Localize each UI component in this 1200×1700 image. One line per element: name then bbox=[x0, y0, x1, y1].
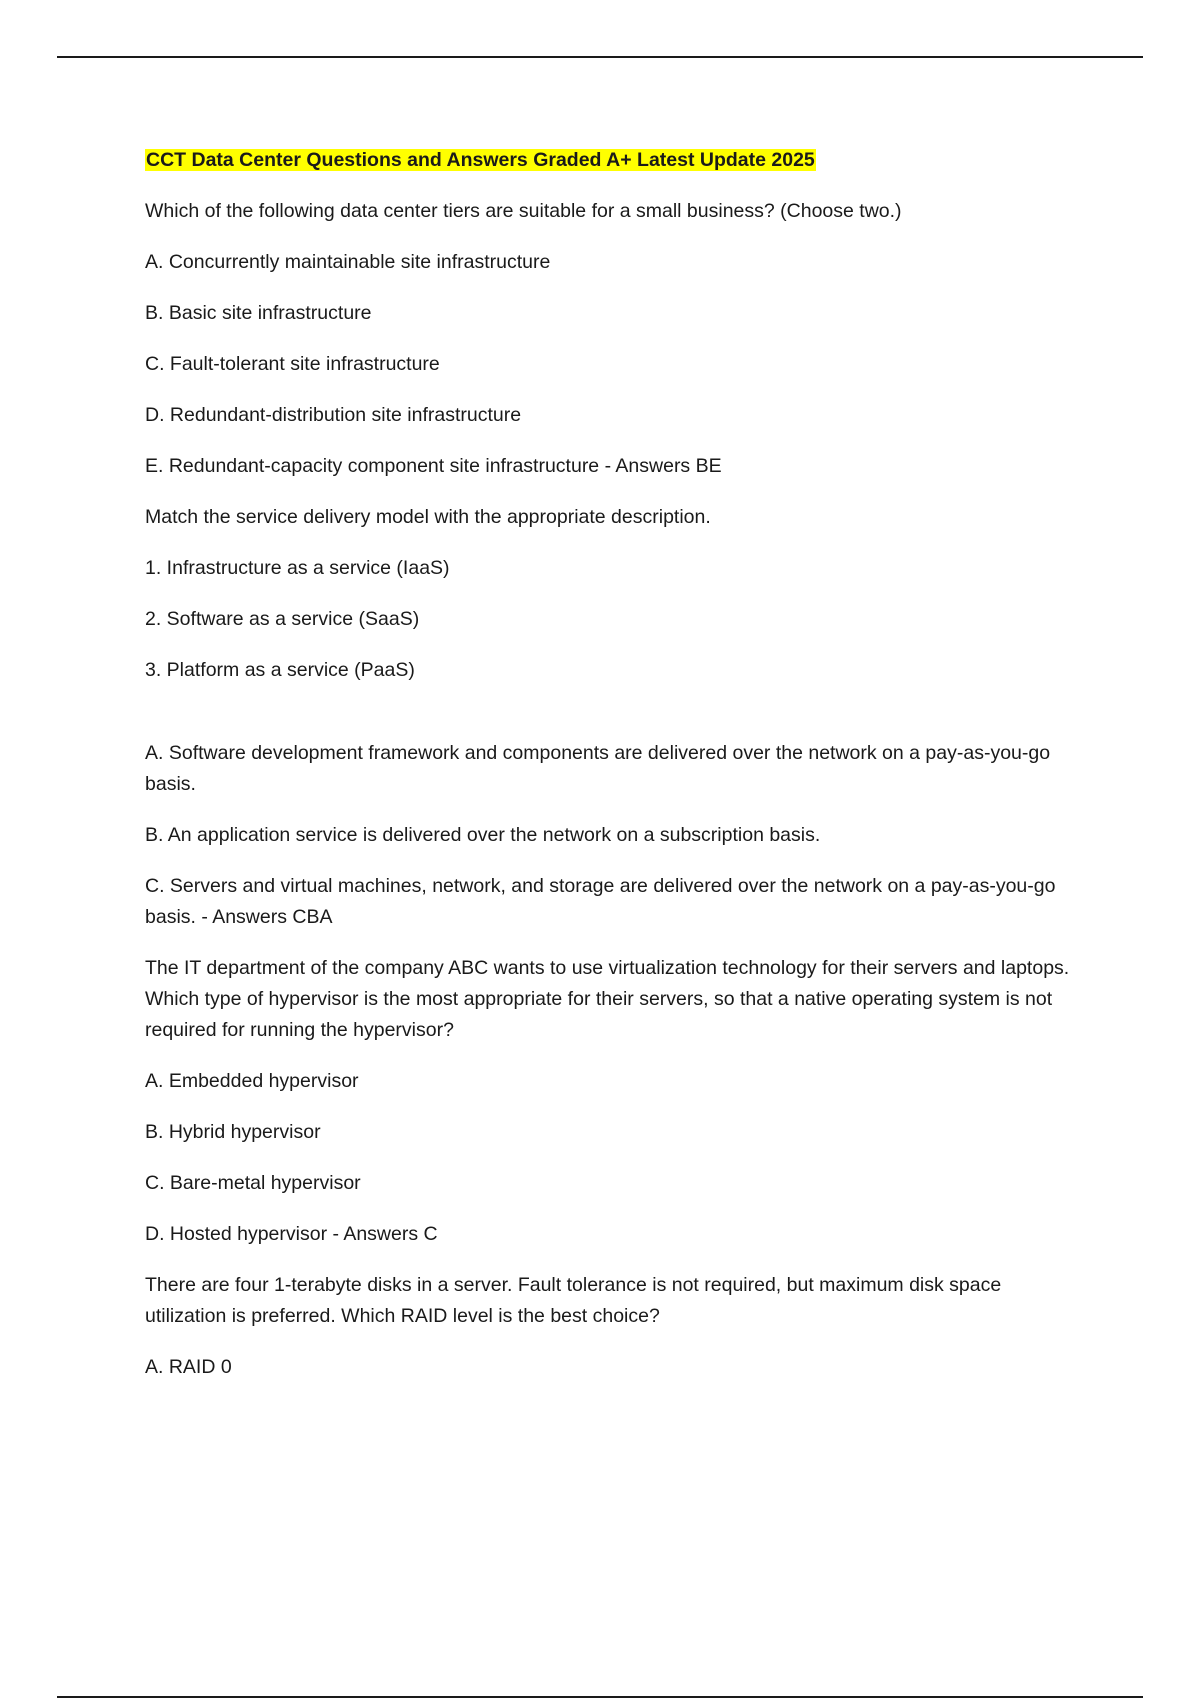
document-body bbox=[145, 145, 1080, 1403]
question-1-option-c: C. Fault-tolerant site infrastructure bbox=[145, 353, 440, 375]
question-2-item-1: 1. Infrastructure as a service (IaaS) bbox=[145, 557, 450, 579]
question-2-option-a: A. Software development framework and components are delivered over the network on a pay-as-you-go basis. bbox=[145, 742, 1051, 795]
question-3-option-c: C. Bare-metal hypervisor bbox=[145, 1172, 361, 1194]
top-rule bbox=[57, 56, 1143, 58]
question-1-option-a: A. Concurrently maintainable site infrastructure bbox=[145, 251, 551, 273]
question-1-option-b: B. Basic site infrastructure bbox=[145, 302, 372, 324]
question-1-prompt: Which of the following data center tiers are suitable for a small business? (Choose two.) bbox=[145, 200, 902, 222]
question-2-item-3: 3. Platform as a service (PaaS) bbox=[145, 659, 415, 681]
question-2-option-c: C. Servers and virtual machines, network, and storage are delivered over the network on a pay-as-you-go basis. - Answers CBA bbox=[145, 875, 1056, 928]
question-1-option-e: E. Redundant-capacity component site infrastructure - Answers BE bbox=[145, 455, 722, 477]
question-2-option-b: B. An application service is delivered over the network on a subscription basis. bbox=[145, 824, 821, 846]
title-line bbox=[145, 145, 1080, 176]
bottom-rule bbox=[57, 1696, 1143, 1698]
question-2-item-2: 2. Software as a service (SaaS) bbox=[145, 608, 420, 630]
question-3-option-d: D. Hosted hypervisor - Answers C bbox=[145, 1223, 438, 1245]
question-2-prompt: Match the service delivery model with the appropriate description. bbox=[145, 506, 711, 528]
question-3-option-a: A. Embedded hypervisor bbox=[145, 1070, 359, 1092]
question-3-prompt: The IT department of the company ABC wants to use virtualization technology for their servers and laptops. Which type of hypervisor is the most appropriate for their servers, so that a native operating system is not required for running the hypervisor? bbox=[145, 957, 1070, 1041]
question-4-option-a: A. RAID 0 bbox=[145, 1356, 232, 1378]
question-4-prompt: There are four 1-terabyte disks in a server. Fault tolerance is not required, but maximum disk space utilization is preferred. Which RAID level is the best choice? bbox=[145, 1274, 1002, 1327]
document-title: CCT Data Center Questions and Answers Graded A+ Latest Update 2025 bbox=[146, 149, 815, 171]
blank-line bbox=[145, 706, 1080, 738]
question-3-option-b: B. Hybrid hypervisor bbox=[145, 1121, 321, 1143]
question-1-option-d: D. Redundant-distribution site infrastructure bbox=[145, 404, 522, 426]
